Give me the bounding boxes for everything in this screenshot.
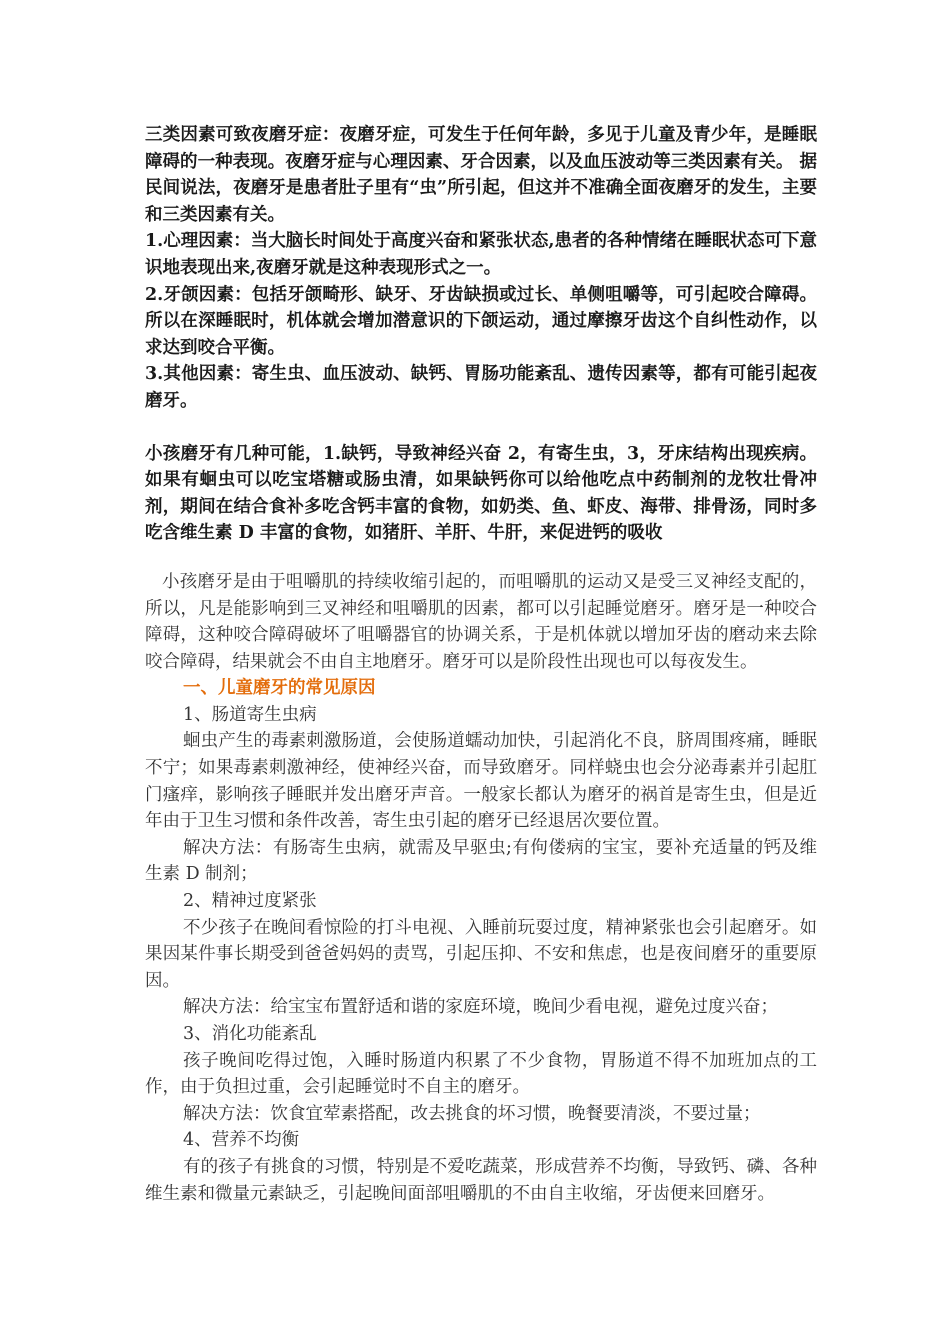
section-heading: 一、儿童磨牙的常见原因 [183,678,376,699]
item-title: 4、营养不均衡 [183,1130,300,1151]
item-title: 3、消化功能紊乱 [183,1024,317,1044]
item-title: 1、肠道寄生虫病 [183,704,317,725]
paragraph-other-factors: 3.其他因素：寄生虫、血压波动、缺钙、胃肠功能紊乱、遗传因素等，都有可能引起夜磨牙。 [145,364,817,411]
item-solution: 解决方法：给宝宝布置舒适和谐的家庭环境，晚间少看电视，避免过度兴奋； [183,997,778,1018]
item-solution: 解决方法：有肠寄生虫病，就需及早驱虫;有佝偻病的宝宝，要补充适量的钙及维生素 D 制剂； [145,837,817,885]
item-body: 有的孩子有挑食的习惯，特别是不爱吃蔬菜，形成营养不均衡，导致钙、磷、各种维生素和微量元素缺乏，引起晚间面部咀嚼肌的不由自主收缩，牙齿便来回磨牙。 [145,1156,817,1204]
item-body: 蛔虫产生的毒素刺激肠道，会使肠道蠕动加快，引起消化不良，脐周围疼痛，睡眠不宁；如果毒素刺激神经，使神经兴奋，而导致磨牙。同样蛲虫也会分泌毒素并引起肛门瘙痒，影响孩子睡眠并发出磨牙声音。一般家长都认为磨牙的祸首是寄生虫，但是近年由于卫生习惯和条件改善，寄生虫引起的磨牙已经退居次要位置。 [145,731,817,832]
paragraph-three-factors: 三类因素可致夜磨牙症：夜磨牙症，可发生于任何年龄，多见于儿童及青少年，是睡眠障碍的一种表现。夜磨牙症与心理因素、牙合因素，以及血压波动等三类因素有关。 据民间说法，夜磨牙是患者肚子里有“虫”所引起，但这并不准确全面夜磨牙的发生，主要和三类因素有关。 [145,125,817,225]
item-body: 不少孩子在晚间看惊险的打斗电视、入睡前玩耍过度，精神紧张也会引起磨牙。如果因某件事长期受到爸爸妈妈的责骂，引起压抑、不安和焦虑，也是夜间磨牙的重要原因。 [145,917,817,991]
spacer [145,415,817,441]
item-title: 2、精神过度紧张 [183,891,317,912]
item-body: 孩子晚间吃得过饱，入睡时肠道内积累了不少食物，胃肠道不得不加班加点的工作，由于负担过重，会引起睡觉时不自主的磨牙。 [145,1050,817,1098]
item-solution: 解决方法：饮食宜荤素搭配，改去挑食的坏习惯，晚餐要清淡，不要过量； [183,1103,761,1124]
spacer [145,547,817,569]
paragraph-dental-factor: 2.牙颌因素：包括牙颌畸形、缺牙、牙齿缺损或过长、单侧咀嚼等，可引起咬合障碍。所以在深睡眠时，机体就会增加潜意识的下颌运动，通过摩擦牙齿这个自纠性动作，以求达到咬合平衡。 [145,284,817,358]
paragraph-child-causes: 小孩磨牙有几种可能，1.缺钙，导致神经兴奋 2，有寄生虫，3，牙床结构出现疾病。如果有蛔虫可以吃宝塔糖或肠虫清，如果缺钙你可以给他吃点中药制剂的龙牧壮骨冲剂，期间在结合食补多吃含钙丰富的食物，如奶类、鱼、虾皮、海带、排骨汤，同时多吃含维生素 D 丰富的食物，如猪肝、羊肝、牛肝，来促进钙的吸收 [145,443,817,544]
paragraph-intro: 小孩磨牙是由于咀嚼肌的持续收缩引起的，而咀嚼肌的运动又是受三叉神经支配的，所以，凡是能影响到三叉神经和咀嚼肌的因素，都可以引起睡觉磨牙。磨牙是一种咬合障碍，这种咬合障碍破坏了咀嚼器官的协调关系，于是机体就以增加牙齿的磨动来去除咬合障碍，结果就会不由自主地磨牙。磨牙可以是阶段性出现也可以每夜发生。 [145,571,817,672]
paragraph-psychological-factor: 1.心理因素：当大脑长时间处于高度兴奋和紧张状态,患者的各种情绪在睡眠状态可下意识地表现出来,夜磨牙就是这种表现形式之一。 [145,231,817,278]
document-body [145,122,817,1207]
